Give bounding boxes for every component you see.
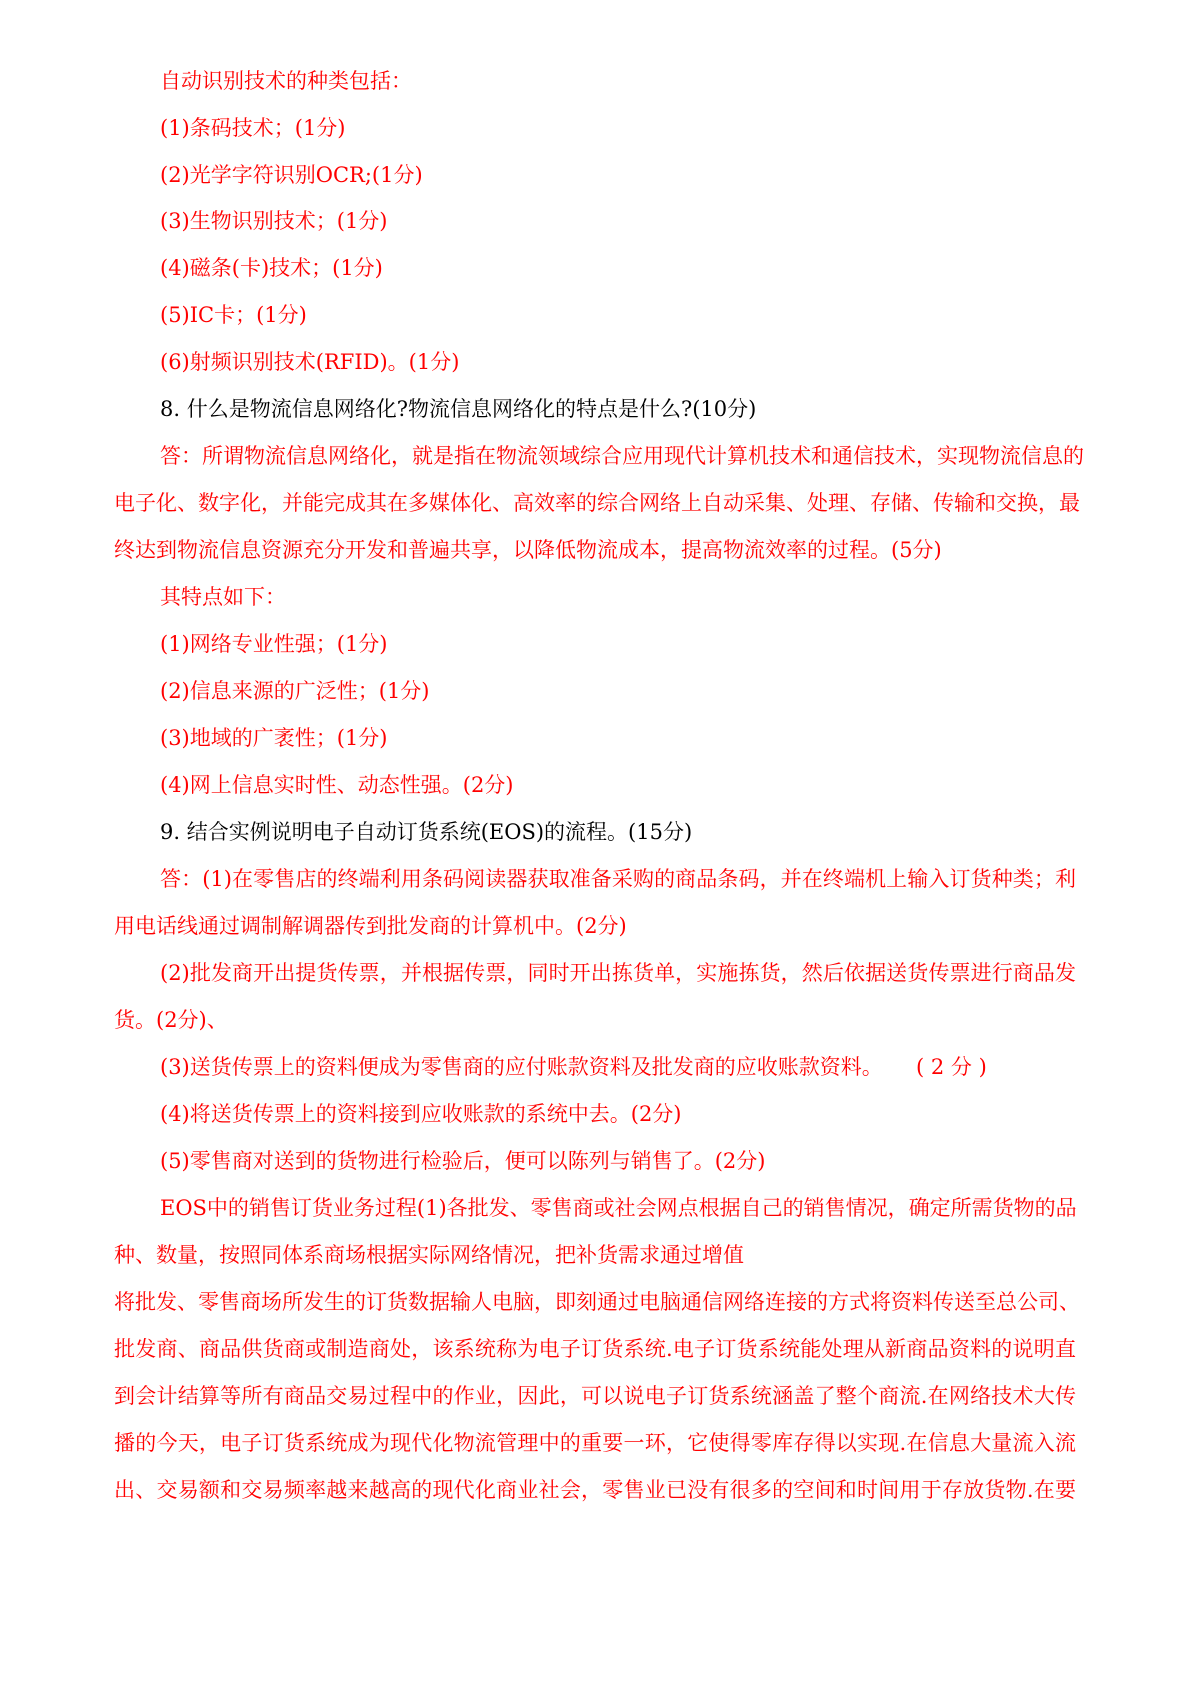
list-item: (4)磁条(卡)技术；(1分) — [160, 256, 383, 280]
answer-line: (3)送货传票上的资料便成为零售商的应付账款资料及批发商的应收账款资料。 — [160, 1055, 883, 1079]
feature-item: (4)网上信息实时性、动态性强。(2分) — [160, 773, 514, 797]
paragraph-line: 批发商、商品供货商或制造商处，该系统称为电子订货系统.电子订货系统能处理从新商品资料的说明直 — [114, 1337, 1076, 1361]
list-item: (6)射频识别技术(RFID)。(1分) — [160, 350, 460, 374]
score-label: ( 2 分 ) — [916, 1055, 987, 1079]
list-item: (5)IC卡；(1分) — [160, 303, 307, 327]
list-item: (1)条码技术；(1分) — [160, 116, 346, 140]
answer-line: 答：所谓物流信息网络化，就是指在物流领域综合应用现代计算机技术和通信技术，实现物流信息的 — [160, 444, 1084, 468]
list-item: (3)生物识别技术；(1分) — [160, 209, 388, 233]
eos-line: EOS中的销售订货业务过程(1)各批发、零售商或社会网点根据自己的销售情况，确定所需货物的品 — [160, 1196, 1077, 1220]
feature-item: (2)信息来源的广泛性；(1分) — [160, 679, 430, 703]
paragraph-line: 到会计结算等所有商品交易过程中的作业，因此，可以说电子订货系统涵盖了整个商流.在网络技术大传 — [114, 1384, 1076, 1408]
section-intro: 自动识别技术的种类包括： — [160, 69, 412, 93]
list-item: (2)光学字符识别OCR;(1分) — [160, 163, 423, 187]
features-intro: 其特点如下： — [160, 585, 286, 609]
answer-line: 答：(1)在零售店的终端利用条码阅读器获取准备采购的商品条码，并在终端机上输入订货种类；利 — [160, 867, 1076, 891]
answer-line: 终达到物流信息资源充分开发和普遍共享，以降低物流成本，提高物流效率的过程。(5分) — [114, 538, 942, 562]
feature-item: (3)地域的广袤性；(1分) — [160, 726, 388, 750]
answer-line: (5)零售商对送到的货物进行检验后，便可以陈列与销售了。(2分) — [160, 1149, 766, 1173]
question-8: 8. 什么是物流信息网络化?物流信息网络化的特点是什么?(10分) — [160, 397, 757, 421]
paragraph-line: 出、交易额和交易频率越来越高的现代化商业社会，零售业已没有很多的空间和时间用于存放货物.在要 — [114, 1478, 1076, 1502]
eos-line: 种、数量，按照同体系商场根据实际网络情况，把补货需求通过增值 — [114, 1243, 744, 1267]
paragraph-line: 将批发、零售商场所发生的订货数据输人电脑，即刻通过电脑通信网络连接的方式将资料传送至总公司、 — [114, 1290, 1080, 1314]
paragraph-line: 播的今天，电子订货系统成为现代化物流管理中的重要一环，它使得零库存得以实现.在信息大量流入流 — [114, 1431, 1076, 1455]
feature-item: (1)网络专业性强；(1分) — [160, 632, 388, 656]
answer-line: 电子化、数字化，并能完成其在多媒体化、高效率的综合网络上自动采集、处理、存储、传输和交换，最 — [114, 491, 1080, 515]
answer-line: 货。(2分)、 — [114, 1008, 228, 1032]
answer-line: 用电话线通过调制解调器传到批发商的计算机中。(2分) — [114, 914, 627, 938]
answer-line: (4)将送货传票上的资料接到应收账款的系统中去。(2分) — [160, 1102, 682, 1126]
answer-line: (2)批发商开出提货传票，并根据传票，同时开出拣货单，实施拣货，然后依据送货传票进行商品发 — [160, 961, 1076, 985]
question-9: 9. 结合实例说明电子自动订货系统(EOS)的流程。(15分) — [160, 820, 693, 844]
